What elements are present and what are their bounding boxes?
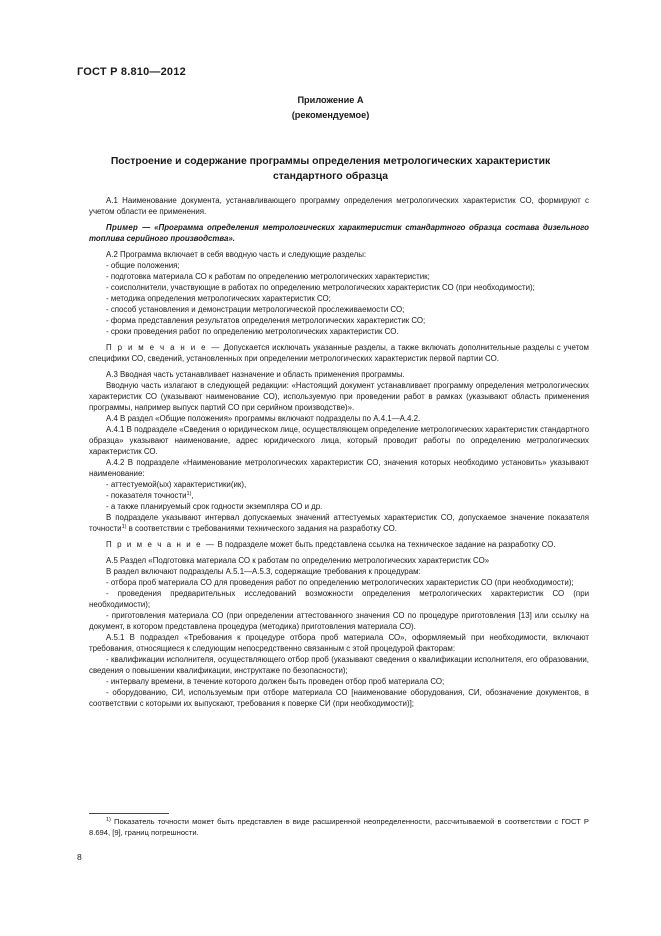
list-item: - общие положения; xyxy=(106,261,180,270)
footnote xyxy=(89,816,589,838)
list-item: - форма представления результатов определения метрологических характеристик СО; xyxy=(106,316,426,325)
note-text: В подразделе может быть представлена ссылка на техническое задание на разработку СО. xyxy=(215,540,556,549)
standard-designation: ГОСТ Р 8.810—2012 xyxy=(77,66,186,78)
footnote-separator xyxy=(89,813,169,814)
para-a4: А.4 В раздел «Общие положения» программы включают подразделы по А.4.1—А.4.2. xyxy=(106,414,421,423)
para-a4-2: А.4.2 В подразделе «Наименование метрологических характеристик СО, значения которых необходимо установить» указывают наименование: xyxy=(89,458,589,478)
list-item: - проведения предварительных исследований возможности определения метрологических характеристик СО (при необходимости); xyxy=(89,589,589,609)
body-text xyxy=(89,195,589,709)
note-label: П р и м е ч а н и е — xyxy=(106,343,221,352)
list-item: - приготовления материала СО (при определении аттестованного значения СО по процедуре приготовления [13] или ссылку на документ, в котором представлена процедура (методика) приготовления материала СО). xyxy=(89,611,589,631)
para-a4-2-interval xyxy=(89,512,589,534)
list-item: - соисполнители, участвующие в работах по определению метрологических характеристик СО (при необходимости); xyxy=(106,283,535,292)
example-text: «Программа определения метрологических характеристик стандартного образца состава дизельного топлива серийного производства». xyxy=(89,223,589,243)
note-1 xyxy=(89,342,589,364)
note-text: Допускается исключать указанные разделы, а также включать дополнительные разделы с учетом специфики СО, сведений, установленных при определении метрологических характеристик первой партии СО. xyxy=(89,343,589,363)
note-2 xyxy=(89,539,589,550)
footnote-text: Показатель точности может быть представлен в виде расширенной неопределенности, рассчитываемой в соответствии с ГОСТ Р 8.694, [9], границ погрешности. xyxy=(89,817,589,837)
para-text-end: в соответствии с требованиями технического задания на разработку СО. xyxy=(126,524,397,533)
para-a5: А.5 Раздел «Подготовка материала СО к работам по определению метрологических характеристик СО» xyxy=(106,556,490,565)
list-item: - аттестуемой(ых) характеристики(ик), xyxy=(106,480,247,489)
annex-title: Построение и содержание программы определения метрологических характеристик стандартного образца xyxy=(110,156,551,182)
list-item: - сроки проведения работ по определению метрологических характеристик СО. xyxy=(106,327,399,336)
footnote-ref: 1) xyxy=(121,524,127,530)
list-item: - подготовка материала СО к работам по определению метрологических характеристик; xyxy=(106,272,430,281)
list-item: - методика определения метрологических характеристик СО; xyxy=(106,294,331,303)
para-a3-text: Вводную часть излагают в следующей редакции: «Настоящий документ устанавливает программу определения метрологических характеристик СО (указывают наименование СО), используемую при проведении работ в рамках (указывают область применения программы, например выпуск партий СО при серийном производстве)». xyxy=(89,381,589,412)
list-item-end: , xyxy=(191,491,194,500)
annex-status: (рекомендуемое) xyxy=(291,110,370,120)
note-label: П р и м е ч а н и е — xyxy=(106,540,216,549)
list-item-text: - показателя точности xyxy=(106,491,187,500)
footnote-marker: 1) xyxy=(106,817,111,823)
list-item: - интервалу времени, в течение которого должен быть проведен отбор проб материала СО; xyxy=(106,677,445,686)
para-text: В подразделе указывают интервал допускаемых значений аттестуемых характеристик СО, допускаемое значение показателя точности xyxy=(89,513,589,533)
para-a5-1: А.5.1 В подраздел «Требования к процедуре отбора проб материала СО», оформляемый при необходимости, включают требования, относящиеся к следующим непосредственно связанным с этой процедурой факторам: xyxy=(89,633,589,653)
list-item: - оборудованию, СИ, используемым при отборе материала СО [наименование оборудования, СИ, обозначение документов, в соответствии с которыми их выпускают, требования к поверке СИ (при необходимости)]; xyxy=(89,688,589,708)
list-item xyxy=(89,490,589,501)
para-a4-1: А.4.1 В подразделе «Сведения о юридическом лице, осуществляющем определение метрологических характеристик стандартного образца» указывают наименование, адрес юридического лица, который проводит работы по определению метрологических характеристик СО. xyxy=(89,425,589,456)
list-item: - квалификации исполнителя, осуществляющего отбор проб (указывают сведения о квалификации исполнителя, его образовании, сведения о повышении квалификации, инструктаже по безопасности); xyxy=(89,655,589,675)
para-a5-text: В раздел включают подразделы А.5.1—А.5.3, содержащие требования к процедурам: xyxy=(106,567,421,576)
annex-label: Приложение А xyxy=(297,95,364,105)
list-item: - отбора проб материала СО для проведения работ по определению метрологических характеристик СО (при необходимости); xyxy=(106,578,574,587)
list-item: - а также планируемый срок годности экземпляра СО и др. xyxy=(106,502,323,511)
example-label: Пример — xyxy=(106,223,151,232)
list-item: - способ установления и демонстрации метрологической прослеживаемости СО; xyxy=(106,305,405,314)
para-a2: А.2 Программа включает в себя вводную часть и следующие разделы: xyxy=(106,250,367,259)
footnote-ref: 1) xyxy=(186,491,192,497)
para-a1: А.1 Наименование документа, устанавливающего программу определения метрологических характеристик СО, формируют с учетом области ее применения. xyxy=(89,196,589,216)
para-a3: А.3 Вводная часть устанавливает назначение и область применения программы. xyxy=(106,370,405,379)
page-number: 8 xyxy=(77,852,82,862)
example-paragraph xyxy=(89,222,589,244)
